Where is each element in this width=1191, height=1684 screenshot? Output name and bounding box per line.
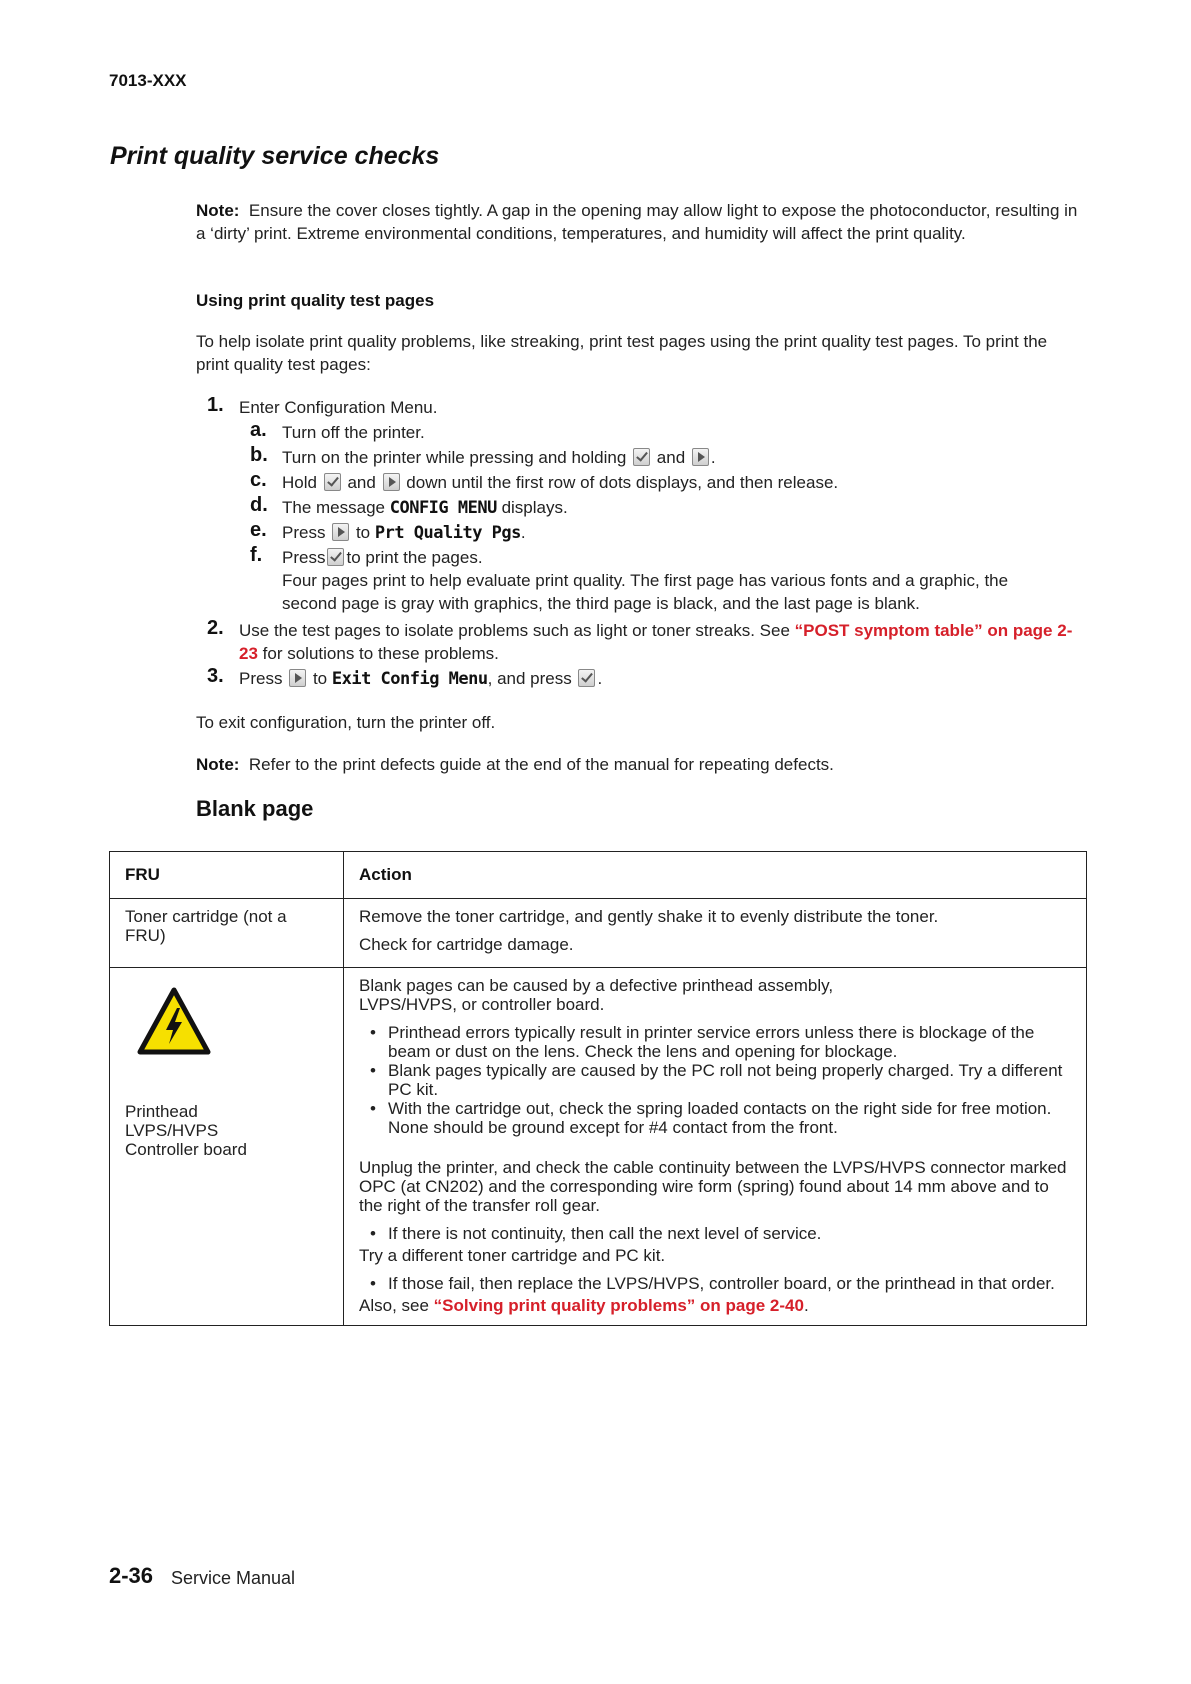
step-c-pre: Hold [282, 473, 317, 492]
step-3-number: 3. [207, 665, 224, 687]
select-button-icon [324, 473, 341, 491]
step-b-mid: and [656, 448, 686, 467]
step-2-post: for solutions to these problems. [262, 644, 499, 663]
step-3-mid: to [312, 669, 328, 688]
step-2-text [239, 619, 1079, 665]
fru-column-header: FRU [110, 852, 344, 899]
step-d-post: displays. [501, 498, 568, 517]
also-see-pre: Also, see [359, 1296, 429, 1315]
document-code: 7013-XXX [109, 71, 187, 90]
step-2-pre: Use the test pages to isolate problems such as light or toner streaks. See [239, 621, 790, 640]
note-cover [196, 199, 1084, 245]
step-b-post: . [710, 448, 716, 467]
step-c-post: down until the first row of dots displays, and then release. [406, 473, 839, 492]
list-item: • Blank pages typically are caused by the PC roll not being properly charged. Try a different PC kit. [359, 1061, 1071, 1099]
action-column-header: Action [344, 852, 1087, 899]
list-item: • If those fail, then replace the LVPS/HVPS, controller board, or the printhead in that order. [359, 1274, 1071, 1293]
right-arrow-button-icon [289, 669, 306, 687]
step-f-pre: Press [282, 548, 326, 567]
step-e-code: Prt Quality Pgs [374, 523, 521, 543]
step-a-letter: a. [250, 419, 267, 441]
blank-page-table [109, 851, 1087, 1326]
right-arrow-button-icon [383, 473, 400, 491]
note-repeating-defects [196, 753, 1084, 776]
exit-configuration-text: To exit configuration, turn the printer off. [196, 713, 496, 732]
select-button-icon [633, 448, 650, 466]
step-c-text [282, 471, 1042, 494]
subheading: Using print quality test pages [196, 291, 435, 310]
step-3-code: Exit Config Menu [331, 669, 488, 689]
table-header-row [110, 852, 1087, 899]
fru-controller-board: Controller board [125, 1140, 247, 1159]
step-b-text [282, 446, 1042, 469]
fru-toner-cartridge: Toner cartridge (not a FRU) [125, 907, 287, 945]
step-e-post: . [520, 523, 526, 542]
step-e-letter: e. [250, 519, 267, 541]
step-d-code: CONFIG MENU [389, 498, 497, 518]
step-f-detail: Four pages print to help evaluate print quality. The first page has various fonts and a graphic, the second page is gray with graphics, the third page is black, and the last page is blank. [282, 571, 1009, 613]
step-2-number: 2. [207, 617, 224, 639]
list-item: • If there is not continuity, then call the next level of service. [359, 1224, 1071, 1243]
also-see-post: . [803, 1296, 809, 1315]
list-item: • Printhead errors typically result in printer service errors unless there is blockage of the beam or dust on the lens. Check the lens and opening for blockage. [359, 1023, 1071, 1061]
action-check-damage: Check for cartridge damage. [359, 935, 574, 954]
step-e-pre: Press [282, 523, 326, 542]
step-f-text [282, 546, 1062, 615]
step-3-end: . [597, 669, 603, 688]
fru-printhead: Printhead [125, 1102, 198, 1121]
electrical-hazard-icon [136, 986, 212, 1056]
select-button-icon [578, 669, 595, 687]
step-b-pre: Turn on the printer while pressing and holding [282, 448, 627, 467]
step-a-text: Turn off the printer. [282, 423, 425, 442]
step-1-text: Enter Configuration Menu. [239, 398, 438, 417]
right-arrow-button-icon [332, 523, 349, 541]
select-button-icon [327, 548, 344, 566]
note-text: Refer to the print defects guide at the end of the manual for repeating defects. [248, 755, 834, 774]
step-f-letter: f. [250, 544, 263, 566]
action-also-see [344, 1293, 1086, 1315]
step-c-mid: and [347, 473, 376, 492]
right-arrow-button-icon [692, 448, 709, 466]
step-e-text [282, 521, 1042, 545]
step-3-text [239, 667, 1079, 691]
note-label: Note: [196, 201, 240, 220]
printhead-bullet-list [359, 1023, 1071, 1137]
step-3-post: , and press [487, 669, 572, 688]
table-row [110, 899, 1087, 968]
solving-print-quality-link[interactable]: “Solving print quality problems” on page 2-40 [433, 1296, 804, 1315]
step-d-pre: The message [282, 498, 385, 517]
step-3-pre: Press [239, 669, 283, 688]
section-heading: Blank page [196, 796, 314, 821]
step-e-mid: to [355, 523, 371, 542]
note-text: Ensure the cover closes tightly. A gap in the opening may allow light to expose the photoconductor, resulting in a ‘dirty’ print. Extreme environmental conditions, temperatures, and humidity will affect the print quality. [196, 201, 1078, 243]
action-unplug-printer: Unplug the printer, and check the cable continuity between the LVPS/HVPS connector marked OPC (at CN202) and the corresponding wire form (spring) found about 14 mm above and to the right of the transfer roll gear. [359, 1158, 1067, 1215]
fru-lvps-hvps: LVPS/HVPS [125, 1121, 219, 1140]
page-title: Print quality service checks [110, 142, 440, 170]
action-remove-toner: Remove the toner cartridge, and gently shake it to evenly distribute the toner. [359, 907, 939, 926]
step-c-letter: c. [250, 469, 267, 491]
list-item: • With the cartridge out, check the spring loaded contacts on the right side for free motion. None should be ground except for #4 contact from the front. [359, 1099, 1071, 1137]
post-symptom-table-link[interactable]: “POST symptom table” on page 2-23 [239, 621, 1073, 663]
action-blank-pages-intro: Blank pages can be caused by a defective printhead assembly, LVPS/HVPS, or controller board. [359, 976, 834, 1014]
step-d-text [282, 496, 1042, 520]
table-row [110, 968, 1087, 1326]
action-try-different: Try a different toner cartridge and PC kit. [359, 1246, 666, 1265]
step-b-letter: b. [250, 444, 268, 466]
footer-label: Service Manual [171, 1568, 296, 1588]
step-1-number: 1. [207, 394, 224, 416]
page-number: 2-36 [109, 1563, 154, 1588]
note-label: Note: [196, 755, 240, 774]
step-d-letter: d. [250, 494, 268, 516]
intro-paragraph: To help isolate print quality problems, like streaking, print test pages using the print quality test pages. To print the print quality test pages: [196, 332, 1048, 374]
step-f-post: to print the pages. [346, 548, 483, 567]
